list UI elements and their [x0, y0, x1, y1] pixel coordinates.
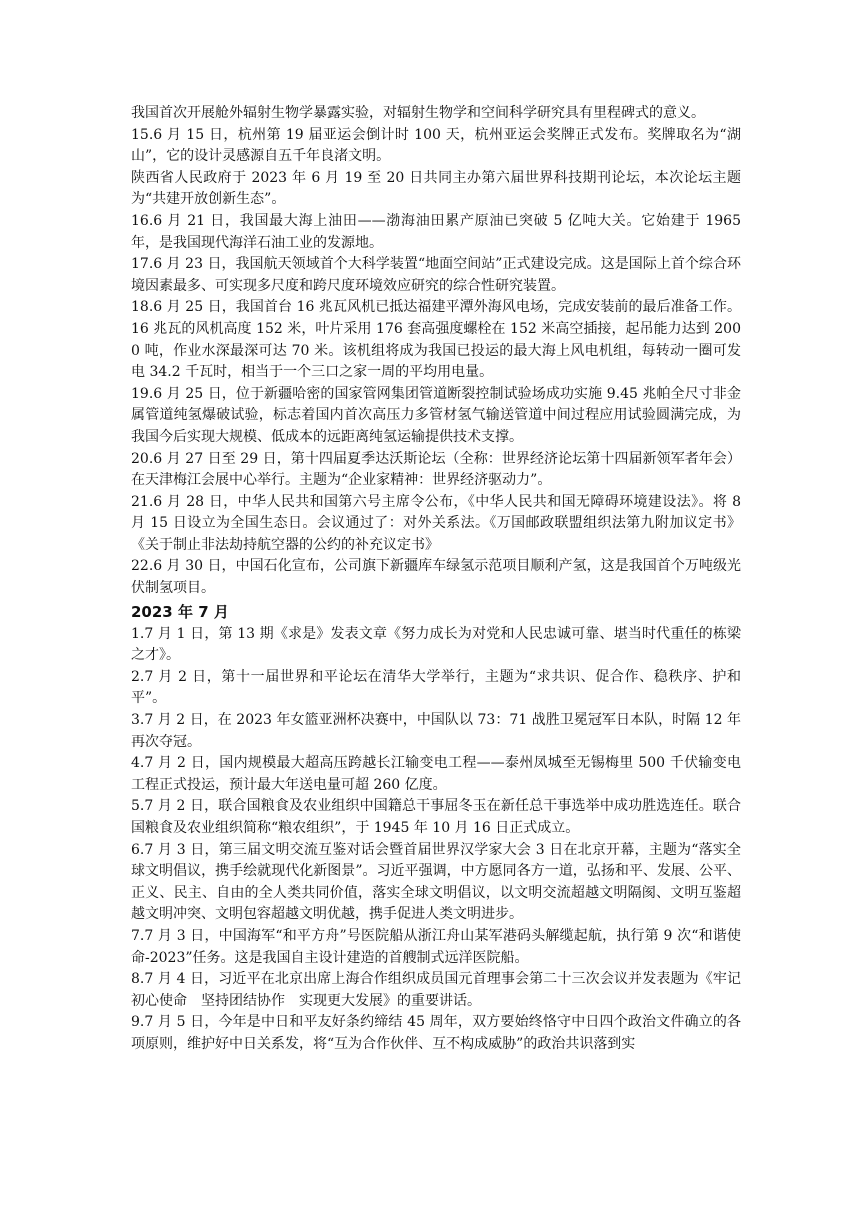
paragraph: 2.7 月 2 日，第十一届世界和平论坛在清华大学举行，主题为“求共识、促合作、稳秩序、护和平”。 — [131, 668, 741, 707]
paragraph: 17.6 月 23 日，我国航天领域首个大科学装置“地面空间站”正式建设完成。这是国际上首个综合环境因素最多、可实现多尺度和跨尺度环境效应研究的综合性研究装置。 — [131, 256, 741, 294]
paragraph: 7.7 月 3 日，中国海军“和平方舟”号医院船从浙江舟山某军港码头解缆起航，执行第 9 次“和谐使命-2023”任务。这是我国自主设计建造的首艘制式远洋医院船。 — [131, 927, 741, 966]
paragraph: 我国首次开展舱外辐射生物学暴露实验，对辐射生物学和空间科学研究具有里程碑式的意义。 — [131, 105, 705, 121]
paragraph: 9.7 月 5 日，今年是中日和平友好条约缔结 45 周年，双方要始终恪守中日四个政治文件确立的各项原则，维护好中日关系发，将“互为合作伙伴、互不构成威胁”的政治共识落到实 — [131, 1014, 741, 1052]
paragraph: 4.7 月 2 日，国内规模最大超高压跨越长江输变电工程——泰州凤城至无锡梅里 500 千伏输变电工程正式投运，预计最大年送电量可超 260 亿度。 — [131, 755, 741, 793]
paragraph: 16.6 月 21 日，我国最大海上油田——渤海油田累产原油已突破 5 亿吨大关。它始建于 1965 年，是我国现代海洋石油工业的发源地。 — [131, 212, 741, 251]
paragraph: 21.6 月 28 日，中华人民共和国第六号主席令公布，《中华人民共和国无障碍环境建设法》。将 8 月 15 日设立为全国生态日。会议通过了：对外关系法。《万国邮政联盟组织法第九附加议定书》《关于制止非法劫持航空器的公约的补充议定书》 — [131, 493, 741, 553]
paragraph: 6.7 月 3 日，第三届文明交流互鉴对话会暨首届世界汉学家大会 3 日在北京开幕，主题为“落实全球文明倡议，携手绘就现代化新图景”。习近平强调，中方愿同各方一道，弘扬和平、发展、公平、正义、民主、自由的全人类共同价值，落实全球文明倡议，以文明交流超越文明隔阂、文明互鉴超越文明冲突、文明包容超越文明优越，携手促进人类文明进步。 — [131, 841, 741, 923]
paragraph: 20.6 月 27 日至 29 日，第十四届夏季达沃斯论坛（全称：世界经济论坛第十四届新领军者年会）在天津梅江会展中心举行。主题为“企业家精神：世界经济驱动力”。 — [131, 450, 741, 489]
paragraph: 15.6 月 15 日，杭州第 19 届亚运会倒计时 100 天，杭州亚运会奖牌正式发布。奖牌取名为“湖山”，它的设计灵感源自五千年良渚文明。 — [131, 126, 741, 165]
paragraph: 22.6 月 30 日，中国石化宣布，公司旗下新疆库车绿氢示范项目顺利产氢，这是我国首个万吨级光伏制氢项目。 — [131, 558, 741, 597]
section-heading: 2023 年 7 月 — [131, 602, 229, 621]
paragraph: 5.7 月 2 日，联合国粮食及农业组织中国籍总干事屈冬玉在新任总干事选举中成功胜选连任。联合国粮食及农业组织简称“粮农组织”，于 1945 年 10 月 16 日正式成立。 — [131, 798, 741, 836]
paragraph: 8.7 月 4 日，习近平在北京出席上海合作组织成员国元首理事会第二十三次会议并发表题为《牢记初心使命 坚持团结协作 实现更大发展》的重要讲话。 — [131, 971, 741, 1009]
paragraph: 陕西省人民政府于 2023 年 6 月 19 至 20 日共同主办第六届世界科技期刊论坛，本次论坛主题为“共建开放创新生态”。 — [131, 169, 741, 208]
paragraph: 19.6 月 25 日，位于新疆哈密的国家管网集团管道断裂控制试验场成功实施 9.45 兆帕全尺寸非金属管道纯氢爆破试验，标志着国内首次高压力多管材氢气输送管道中间过程应用试验圆满完成，为我国今后实现大规模、低成本的远距离纯氢运输提供技术支撑。 — [131, 385, 741, 445]
paragraph: 18.6 月 25 日，我国首台 16 兆瓦风机已抵达福建平潭外海风电场，完成安装前的最后准备工作。16 兆瓦的风机高度 152 米，叶片采用 176 套高强度螺栓在 152 米高空插接，起吊能力达到 2000 吨，作业水深最深可达 70 米。该机组将成为我国已投运的最大海上风电机组，每转动一圈可发电 34.2 千瓦时，相当于一个三口之家一周的平均用电量。 — [131, 299, 741, 381]
paragraph: 3.7 月 2 日，在 2023 年女篮亚洲杯决赛中，中国队以 73：71 战胜卫冕冠军日本队，时隔 12 年再次夺冠。 — [131, 712, 741, 750]
paragraph: 1.7 月 1 日，第 13 期《求是》发表文章《努力成长为对党和人民忠诚可靠、堪当时代重任的栋梁之才》。 — [131, 625, 741, 664]
document-page — [131, 103, 741, 1056]
